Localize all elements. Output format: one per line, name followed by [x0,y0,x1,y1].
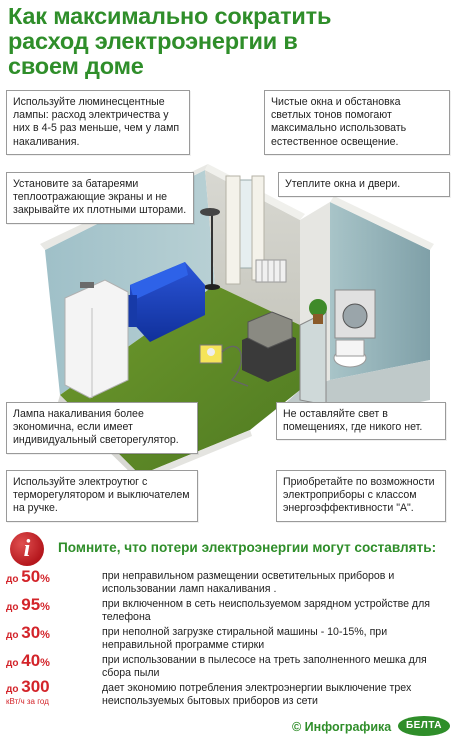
bathroom-door [300,312,326,405]
radiator [256,260,286,282]
tip-radiator-screens [6,172,194,224]
tip-insulate [278,172,450,197]
tip-text: Утеплите окна и двери. [285,178,401,190]
title-line-1: Как максимально сократить [8,3,332,29]
loss-value: до 300 кВт/ч за год [6,677,50,706]
belta-logo: БЕЛТА [398,716,450,736]
tip-text: Используйте электроутюг с терморегулятором и выключателем на ручке. [13,476,190,515]
loss-description: при включенном в сеть неиспользуемом зарядном устройстве для телефона [102,598,431,623]
loss-description: при использовании в пылесосе на треть заполненного мешка для сбора пыли [102,654,427,679]
tip-text: Приобретайте по возможности электроприборы с классом энергоэффективности "А". [283,476,435,515]
tip-dimmer [6,402,198,454]
tip-text: Чистые окна и обстановка светлых тонов помогают максимально использовать естественное освещение. [271,96,407,148]
title-line-3: своем доме [8,53,144,79]
tip-clean-windows [264,90,450,155]
tip-text: Не оставляйте свет в помещениях, где никого нет. [283,408,423,434]
loss-value: до 50% [6,567,50,586]
loss-value: до 30% [6,623,50,642]
remember-heading: Помните, что потери электроэнергии могут составлять: [58,540,437,555]
page-title [8,4,448,79]
tip-fluorescent-lamps [6,90,190,155]
loss-description: дает экономию потребления электроэнергии выключение трех неиспользуемых бытовых приборов из сети [102,682,412,707]
refrigerator [65,280,128,398]
tip-lights-off [276,402,446,440]
tip-text: Используйте люминесцентные лампы: расход электричества у них в 4-5 раз меньше, чем у ламп накаливания. [13,96,180,148]
loss-value: до 40% [6,651,50,670]
title-line-2: расход электроэнергии в [8,28,298,54]
info-icon: i [10,532,44,566]
tip-text: Лампа накаливания более экономична, если имеет индивидуальный светорегулятор. [13,408,179,447]
loss-description: при неполной загрузке стиральной машины - 10-15%, при неправильной программе стирки [102,626,388,651]
infographic-credit: © Инфографика [292,720,392,734]
tip-iron [6,470,198,522]
loss-description: при неправильном размещении осветительных приборов и использовании ламп накаливания . [102,570,395,595]
loss-value: до 95% [6,595,50,614]
tip-energy-class [276,470,446,522]
tip-text: Установите за батареями теплоотражающие экраны и не закрывайте их плотными шторами. [13,178,187,217]
